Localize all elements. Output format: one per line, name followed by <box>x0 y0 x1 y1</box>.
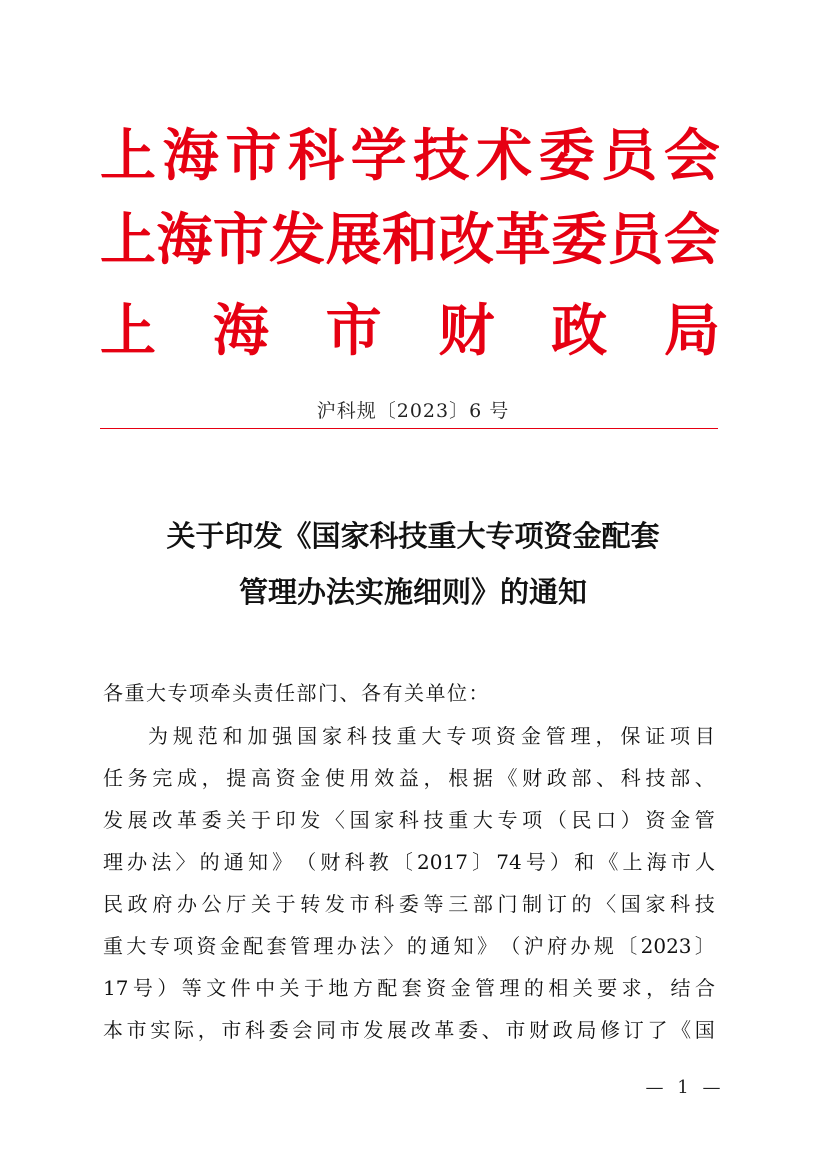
document-number: 沪科规〔2023〕6 号 <box>316 400 510 422</box>
text-glyph: 科 <box>620 766 641 790</box>
text-glyph: 市 <box>126 1018 147 1042</box>
text-glyph: 政 <box>546 766 567 790</box>
text-glyph: 保 <box>620 724 641 748</box>
text-glyph: 于 <box>250 808 271 832</box>
text-glyph: 发 <box>269 208 326 273</box>
text-glyph: 合 <box>694 976 715 1000</box>
text-glyph: 委 <box>201 808 222 832</box>
text-glyph: 结 <box>670 976 691 1000</box>
text-glyph: 的 <box>571 892 592 916</box>
text-glyph: 资 <box>426 976 447 1000</box>
text-glyph: 印 <box>275 808 296 832</box>
text-glyph: 重 <box>448 808 469 832</box>
text-glyph: 等 <box>423 892 444 916</box>
text-glyph: 家 <box>322 724 343 748</box>
text-glyph: 完 <box>152 766 173 790</box>
text-glyph: 民 <box>103 892 123 916</box>
text-glyph: 〔 <box>617 934 638 958</box>
text-glyph: 上 <box>100 208 156 273</box>
text-glyph: 国 <box>694 1018 715 1042</box>
text-glyph: 专 <box>149 934 170 958</box>
text-glyph: 展 <box>127 808 148 832</box>
text-glyph: 学 <box>350 124 407 189</box>
issuer-line-finance-bureau <box>100 297 720 367</box>
text-glyph: ） <box>157 976 178 1000</box>
text-glyph: 实 <box>150 1018 171 1042</box>
body-text-line <box>148 717 715 755</box>
text-glyph: ， <box>646 976 667 1000</box>
document-title-line-2: 管理办法实施细则》的通知 <box>238 575 587 609</box>
text-glyph: 金 <box>450 976 471 1000</box>
text-glyph: 办 <box>336 934 357 958</box>
text-glyph: （ <box>296 850 317 874</box>
text-glyph: ， <box>423 766 444 790</box>
text-glyph: 科 <box>245 1018 266 1042</box>
text-glyph: 办 <box>570 934 591 958</box>
body-text-line <box>103 969 715 1007</box>
text-glyph: 《 <box>598 850 619 874</box>
text-glyph: 的 <box>523 976 544 1000</box>
text-glyph: 管 <box>475 976 496 1000</box>
text-glyph: 员 <box>607 208 664 273</box>
text-glyph: 提 <box>226 766 247 790</box>
text-glyph: 通 <box>223 850 244 874</box>
text-glyph: 配 <box>377 976 398 1000</box>
text-glyph: 发 <box>324 892 345 916</box>
text-glyph: 《 <box>497 766 518 790</box>
text-glyph: 市 <box>221 1018 242 1042</box>
text-glyph: 技 <box>694 892 715 916</box>
body-text-line <box>103 801 715 839</box>
text-glyph: 于 <box>275 892 296 916</box>
text-glyph: 技 <box>413 124 470 189</box>
text-glyph: 法 <box>151 850 172 874</box>
text-glyph: 家 <box>374 808 395 832</box>
text-glyph: 局 <box>663 299 720 364</box>
text-glyph: 金 <box>300 766 321 790</box>
text-glyph: 口 <box>596 808 617 832</box>
text-glyph: 的 <box>199 850 220 874</box>
text-glyph: 项 <box>471 724 492 748</box>
text-glyph: 号 <box>525 850 546 874</box>
text-glyph: 市 <box>225 124 282 189</box>
text-glyph: 资 <box>496 724 517 748</box>
text-glyph: 理 <box>499 976 520 1000</box>
text-glyph: 国 <box>297 724 318 748</box>
text-glyph: 使 <box>324 766 345 790</box>
text-glyph: 教 <box>368 850 389 874</box>
text-glyph: 、 <box>481 1018 502 1042</box>
text-glyph: 科 <box>287 124 344 189</box>
text-glyph: 门 <box>497 892 518 916</box>
text-glyph: 科 <box>398 808 419 832</box>
text-glyph: 上 <box>100 299 156 364</box>
text-glyph: （ <box>546 808 567 832</box>
text-glyph: 配 <box>243 934 264 958</box>
text-glyph: 海 <box>156 208 213 273</box>
text-glyph: 项 <box>173 934 194 958</box>
text-glyph: 改 <box>152 808 173 832</box>
page-number: — 1 — <box>645 1077 725 1098</box>
text-glyph: 理 <box>570 724 591 748</box>
text-glyph: 展 <box>325 208 382 273</box>
text-glyph: 证 <box>645 724 666 748</box>
body-text-line <box>103 927 715 965</box>
text-glyph: 〉 <box>383 934 404 958</box>
text-glyph: 了 <box>647 1018 668 1042</box>
text-glyph: 务 <box>127 766 148 790</box>
text-glyph: 展 <box>387 1018 408 1042</box>
text-glyph: 〉 <box>175 850 196 874</box>
text-glyph: 根 <box>448 766 469 790</box>
text-glyph: 2023 <box>640 934 692 958</box>
text-glyph: 17 <box>103 976 129 1000</box>
text-glyph: 政 <box>551 299 608 364</box>
text-glyph: 订 <box>546 892 567 916</box>
text-glyph: 范 <box>197 724 218 748</box>
text-glyph: 革 <box>176 808 197 832</box>
text-glyph: 管 <box>290 934 310 958</box>
salutation: 各重大专项牵头责任部门、各有关单位： <box>103 681 490 705</box>
text-glyph: 修 <box>600 1018 621 1042</box>
text-glyph: 》 <box>272 850 293 874</box>
text-glyph: （ <box>500 934 521 958</box>
text-glyph: 成 <box>176 766 197 790</box>
text-glyph: 三 <box>448 892 469 916</box>
text-glyph: 要 <box>597 976 618 1000</box>
text-glyph: 财 <box>529 1018 550 1042</box>
text-glyph: 管 <box>694 808 715 832</box>
text-glyph: 套 <box>266 934 287 958</box>
text-glyph: 关 <box>250 892 271 916</box>
text-glyph: 科 <box>670 892 691 916</box>
text-glyph: 部 <box>472 892 493 916</box>
body-text-line <box>103 759 715 797</box>
text-glyph: 任 <box>103 766 123 790</box>
text-glyph: 技 <box>371 724 392 748</box>
text-glyph: 的 <box>406 934 427 958</box>
text-glyph: 74 <box>496 850 522 874</box>
text-glyph: 方 <box>352 976 373 1000</box>
text-glyph: 市 <box>339 1018 360 1042</box>
text-glyph: 技 <box>645 766 666 790</box>
text-glyph: 管 <box>545 724 566 748</box>
text-glyph: 民 <box>571 808 592 832</box>
text-glyph: 和 <box>222 724 243 748</box>
text-glyph: 发 <box>103 808 123 832</box>
text-glyph: 改 <box>410 1018 431 1042</box>
text-glyph: 、 <box>596 766 617 790</box>
text-glyph: 《 <box>671 1018 692 1042</box>
text-glyph: 制 <box>522 892 543 916</box>
text-glyph: 沪 <box>523 934 544 958</box>
text-glyph: 政 <box>552 1018 573 1042</box>
text-glyph: 术 <box>475 124 532 189</box>
text-glyph: 规 <box>593 934 614 958</box>
text-glyph: 号 <box>132 976 153 1000</box>
text-glyph: 文 <box>206 976 227 1000</box>
text-glyph: 局 <box>576 1018 597 1042</box>
text-glyph: 财 <box>522 766 543 790</box>
text-glyph: 资 <box>645 808 666 832</box>
text-glyph: 政 <box>127 892 148 916</box>
text-glyph: 同 <box>316 1018 337 1042</box>
text-glyph: 理 <box>103 850 123 874</box>
text-glyph: 专 <box>497 808 518 832</box>
text-glyph: 市 <box>349 892 370 916</box>
text-glyph: 人 <box>694 850 715 874</box>
issuer-line-development-reform-commission <box>100 206 720 276</box>
text-glyph: 上 <box>100 124 156 189</box>
text-glyph: 加 <box>247 724 268 748</box>
text-glyph: 部 <box>571 766 592 790</box>
text-glyph: 理 <box>313 934 334 958</box>
text-glyph: 科 <box>346 724 367 748</box>
text-glyph: 大 <box>421 724 442 748</box>
text-glyph: 和 <box>381 208 438 273</box>
text-glyph: 公 <box>201 892 222 916</box>
text-glyph: 、 <box>694 766 715 790</box>
text-glyph: 法 <box>360 934 381 958</box>
text-glyph: 件 <box>230 976 251 1000</box>
text-glyph: 效 <box>374 766 395 790</box>
text-glyph: 强 <box>272 724 293 748</box>
text-glyph: 资 <box>275 766 296 790</box>
text-glyph: 市 <box>505 1018 526 1042</box>
text-glyph: 关 <box>572 976 593 1000</box>
text-glyph: 〈 <box>324 808 345 832</box>
issuer-line-science-commission <box>100 122 720 192</box>
text-glyph: 会 <box>292 1018 313 1042</box>
text-glyph: 关 <box>279 976 300 1000</box>
text-glyph: 》 <box>477 934 497 958</box>
document-title-line-1: 关于印发《国家科技重大专项资金配套 <box>166 519 660 553</box>
text-glyph: 海 <box>212 299 269 364</box>
text-glyph: 财 <box>320 850 341 874</box>
text-glyph: 科 <box>344 850 365 874</box>
text-glyph: ） <box>550 850 571 874</box>
text-glyph: 本 <box>103 1018 123 1042</box>
text-glyph: 于 <box>303 976 324 1000</box>
text-glyph: 国 <box>349 808 370 832</box>
text-glyph: 中 <box>255 976 276 1000</box>
text-glyph: 改 <box>438 208 495 273</box>
text-glyph: 项 <box>522 808 543 832</box>
text-glyph: 上 <box>622 850 643 874</box>
text-glyph: 知 <box>247 850 268 874</box>
text-glyph: 求 <box>621 976 642 1000</box>
text-glyph: 国 <box>620 892 641 916</box>
text-glyph: 用 <box>349 766 370 790</box>
text-glyph: 际 <box>174 1018 195 1042</box>
text-glyph: 知 <box>453 934 474 958</box>
text-glyph: 委 <box>538 124 595 189</box>
body-text-line <box>103 1011 715 1049</box>
text-glyph: 金 <box>219 934 240 958</box>
text-glyph: 地 <box>328 976 349 1000</box>
text-glyph: 海 <box>646 850 667 874</box>
text-glyph: 〈 <box>596 892 617 916</box>
text-glyph: 2017 <box>417 850 468 874</box>
text-glyph: 金 <box>520 724 541 748</box>
text-glyph: 市 <box>212 208 269 273</box>
text-glyph: 委 <box>551 208 608 273</box>
text-glyph: ， <box>201 766 222 790</box>
text-glyph: 市 <box>670 850 691 874</box>
body-text-line <box>103 885 715 923</box>
text-glyph: 大 <box>472 808 493 832</box>
text-glyph: 等 <box>181 976 202 1000</box>
text-glyph: 办 <box>176 892 197 916</box>
text-glyph: 资 <box>196 934 217 958</box>
text-glyph: 财 <box>438 299 495 364</box>
text-glyph: 发 <box>300 808 321 832</box>
text-glyph: 员 <box>601 124 658 189</box>
text-glyph: 大 <box>126 934 147 958</box>
text-glyph: 〕 <box>694 934 715 958</box>
red-separator-line <box>100 428 718 429</box>
text-glyph: ， <box>595 724 616 748</box>
text-glyph: 目 <box>694 724 715 748</box>
body-text-line <box>103 843 715 881</box>
text-glyph: 委 <box>268 1018 289 1042</box>
text-glyph: 府 <box>547 934 568 958</box>
text-glyph: 通 <box>430 934 451 958</box>
text-glyph: 据 <box>472 766 493 790</box>
text-glyph: 市 <box>325 299 382 364</box>
text-glyph: 订 <box>623 1018 644 1042</box>
text-glyph: 益 <box>398 766 419 790</box>
text-glyph: 相 <box>548 976 569 1000</box>
text-glyph: 重 <box>103 934 123 958</box>
text-glyph: 委 <box>458 1018 479 1042</box>
text-glyph: 委 <box>398 892 419 916</box>
text-glyph: 金 <box>670 808 691 832</box>
text-glyph: 会 <box>663 208 720 273</box>
text-glyph: 家 <box>645 892 666 916</box>
text-glyph: 革 <box>434 1018 455 1042</box>
text-glyph: 为 <box>148 724 168 748</box>
text-glyph: ） <box>620 808 641 832</box>
text-glyph: 高 <box>250 766 271 790</box>
text-glyph: 发 <box>363 1018 384 1042</box>
text-glyph: 规 <box>172 724 193 748</box>
text-glyph: 重 <box>396 724 417 748</box>
text-glyph: 专 <box>446 724 467 748</box>
text-glyph: 厅 <box>226 892 247 916</box>
text-glyph: 部 <box>670 766 691 790</box>
text-glyph: 和 <box>574 850 595 874</box>
text-glyph: 会 <box>663 124 720 189</box>
text-glyph: 关 <box>226 808 247 832</box>
text-glyph: 海 <box>162 124 219 189</box>
text-glyph: 科 <box>374 892 395 916</box>
text-glyph: 革 <box>494 208 551 273</box>
text-glyph: 办 <box>127 850 148 874</box>
text-glyph: 府 <box>152 892 173 916</box>
text-glyph: 项 <box>670 724 691 748</box>
text-glyph: 转 <box>300 892 321 916</box>
text-glyph: 〕 <box>472 850 493 874</box>
text-glyph: 技 <box>423 808 444 832</box>
text-glyph: ， <box>197 1018 218 1042</box>
text-glyph: 套 <box>401 976 422 1000</box>
text-glyph: 〔 <box>392 850 413 874</box>
